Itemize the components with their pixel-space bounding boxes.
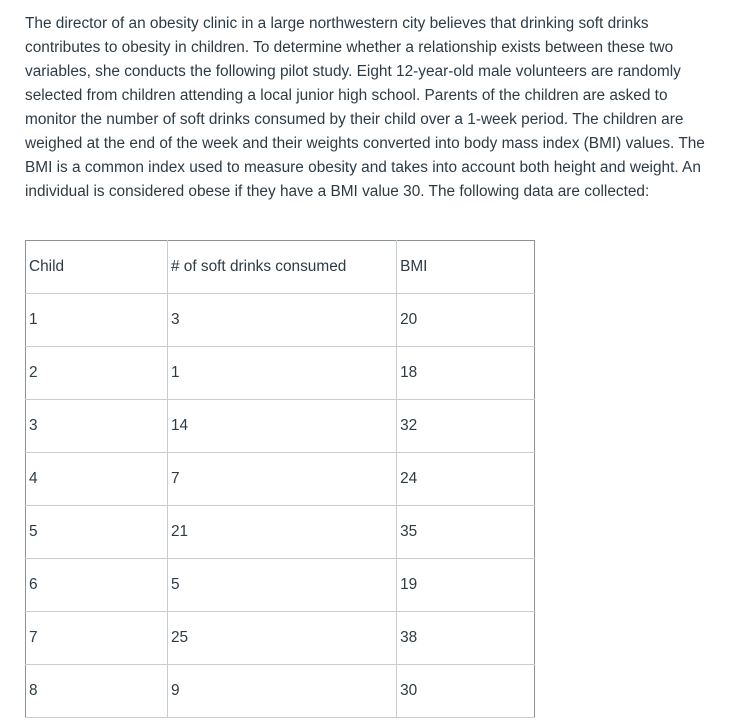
header-bmi: BMI [397,241,535,294]
data-table [25,240,535,718]
cell-soft-drinks: 9 [167,665,396,718]
table-row [26,665,535,718]
cell-child: 7 [26,612,168,665]
cell-bmi: 30 [397,665,535,718]
cell-soft-drinks: 7 [167,453,396,506]
table-row [26,347,535,400]
header-soft-drinks: # of soft drinks consumed [167,241,396,294]
cell-soft-drinks: 5 [167,559,396,612]
cell-bmi: 20 [397,294,535,347]
cell-bmi: 32 [397,400,535,453]
cell-bmi: 35 [397,506,535,559]
table-row [26,400,535,453]
cell-bmi: 18 [397,347,535,400]
cell-child: 1 [26,294,168,347]
cell-child: 2 [26,347,168,400]
table-row [26,453,535,506]
question-text: The director of an obesity clinic in a large northwestern city believes that drinking soft drinks contributes to obesity in children. To determine whether a relationship exists between these two variables, she conducts the following pilot study. Eight 12-year-old male volunteers are randomly selected from children attending a local junior high school. Parents of the children are asked to monitor the number of soft drinks consumed by their child over a 1-week period. The children are weighed at the end of the week and their weights converted into body mass index (BMI) values. The BMI is a common index used to measure obesity and takes into account both height and weight. An individual is considered obese if they have a BMI value 30. The following data are collected: [25,15,705,200]
cell-soft-drinks: 25 [167,612,396,665]
cell-bmi: 19 [397,559,535,612]
cell-soft-drinks: 1 [167,347,396,400]
header-child: Child [26,241,168,294]
table-row [26,612,535,665]
cell-soft-drinks: 3 [167,294,396,347]
cell-child: 8 [26,665,168,718]
cell-bmi: 24 [397,453,535,506]
table-header-row [26,241,535,294]
cell-bmi: 38 [397,612,535,665]
cell-child: 3 [26,400,168,453]
cell-child: 5 [26,506,168,559]
cell-soft-drinks: 21 [167,506,396,559]
cell-child: 4 [26,453,168,506]
table-row [26,506,535,559]
table-row [26,559,535,612]
cell-soft-drinks: 14 [167,400,396,453]
cell-child: 6 [26,559,168,612]
table-row [26,294,535,347]
